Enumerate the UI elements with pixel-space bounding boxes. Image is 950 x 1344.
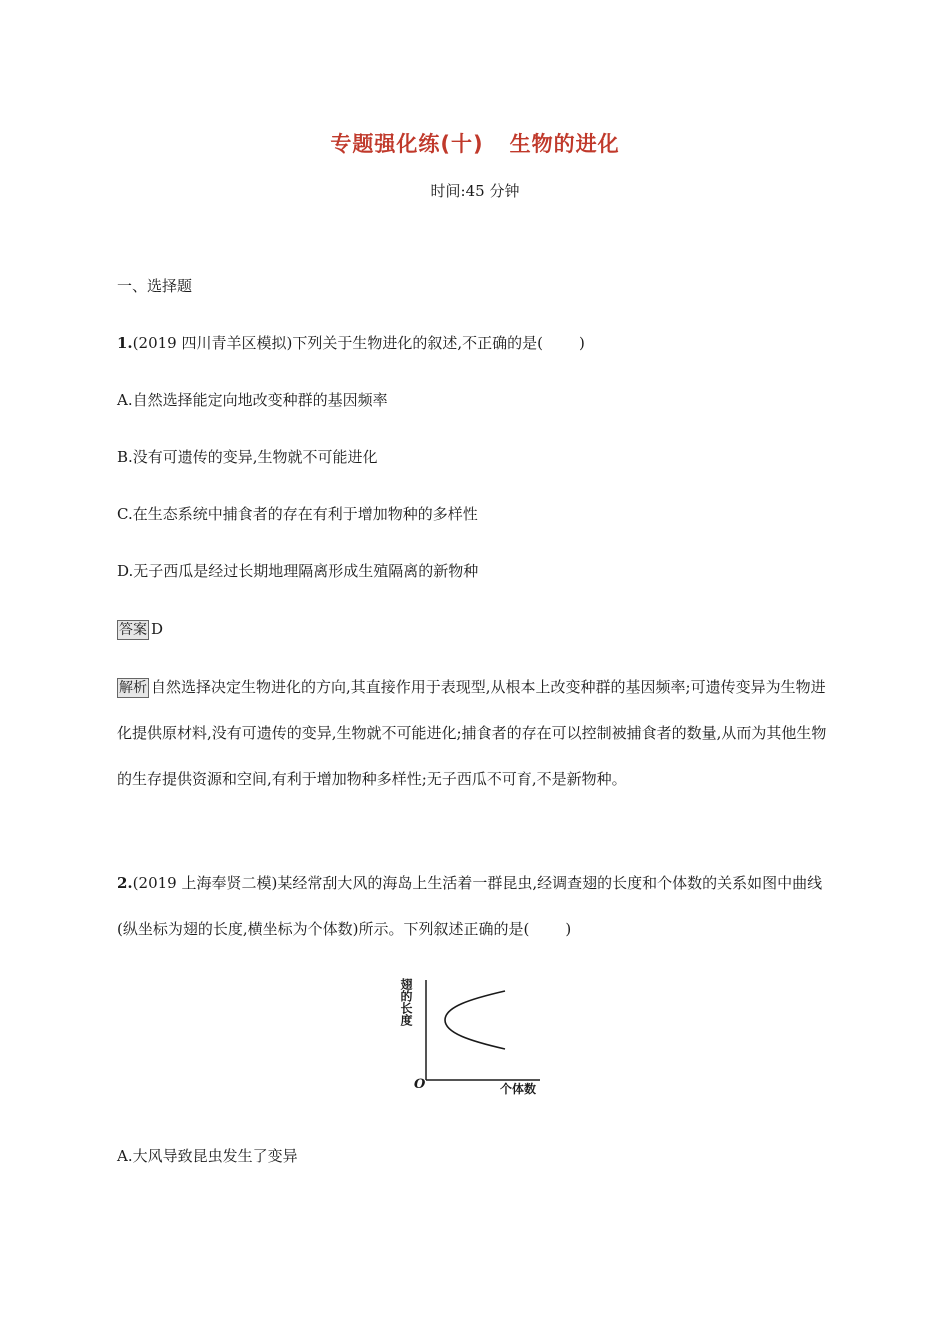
question-1-option-a: A.自然选择能定向地改变种群的基因频率 [117, 391, 388, 409]
question-1-option-d: D.无子西瓜是经过长期地理隔离形成生殖隔离的新物种 [117, 562, 479, 580]
analysis-text: 自然选择决定生物进化的方向,其直接作用于表现型,从根本上改变种群的基因频率;可遗传变异为生物进化提供原材料,没有可遗传的变异,生物就不可能进化;捕食者的存在可以控制被捕食者的数量,从而为其他生物的生存提供资源和空间,有利于增加物种多样性;无子西瓜不可育,不是新物种。 [117, 678, 827, 788]
answer-tag: 答案 [119, 622, 147, 638]
section-heading: 一、选择题 [117, 277, 193, 295]
wing-length-curve-graph [400, 968, 550, 1098]
question-2-number: 2. [117, 874, 133, 892]
title-topic: 专题强化练(十) [330, 132, 484, 156]
question-1-option-c: C.在生态系统中捕食者的存在有利于增加物种的多样性 [117, 505, 478, 523]
wing-length-curve [445, 991, 505, 1049]
x-axis-label: 个体数 [500, 1082, 537, 1096]
answer-value: D [151, 620, 164, 638]
question-1-option-b: B.没有可遗传的变异,生物就不可能进化 [117, 448, 378, 466]
origin-label: O [414, 1077, 426, 1092]
wing-length-figure [400, 968, 550, 1098]
question-1-stem: 1.(2019 四川青羊区模拟)下列关于生物进化的叙述,不正确的是( ) [117, 334, 585, 352]
question-2-option-a: A.大风导致昆虫发生了变异 [117, 1147, 298, 1165]
question-1-number: 1. [117, 334, 133, 352]
title-subject: 生物的进化 [509, 132, 620, 156]
question-2-stem: 2.(2019 上海奉贤二模)某经常刮大风的海岛上生活着一群昆虫,经调查翅的长度和个体数的关系如图中曲线(纵坐标为翅的长度,横坐标为个体数)所示。下列叙述正确的是( ) [117, 874, 823, 938]
question-1-answer [117, 618, 837, 640]
page-title [0, 128, 950, 158]
y-axis-label: 翅的长度 [400, 978, 413, 1026]
time-limit: 时间:45 分钟 [430, 182, 520, 200]
question-1-analysis [117, 664, 833, 802]
analysis-tag: 解析 [119, 680, 147, 696]
